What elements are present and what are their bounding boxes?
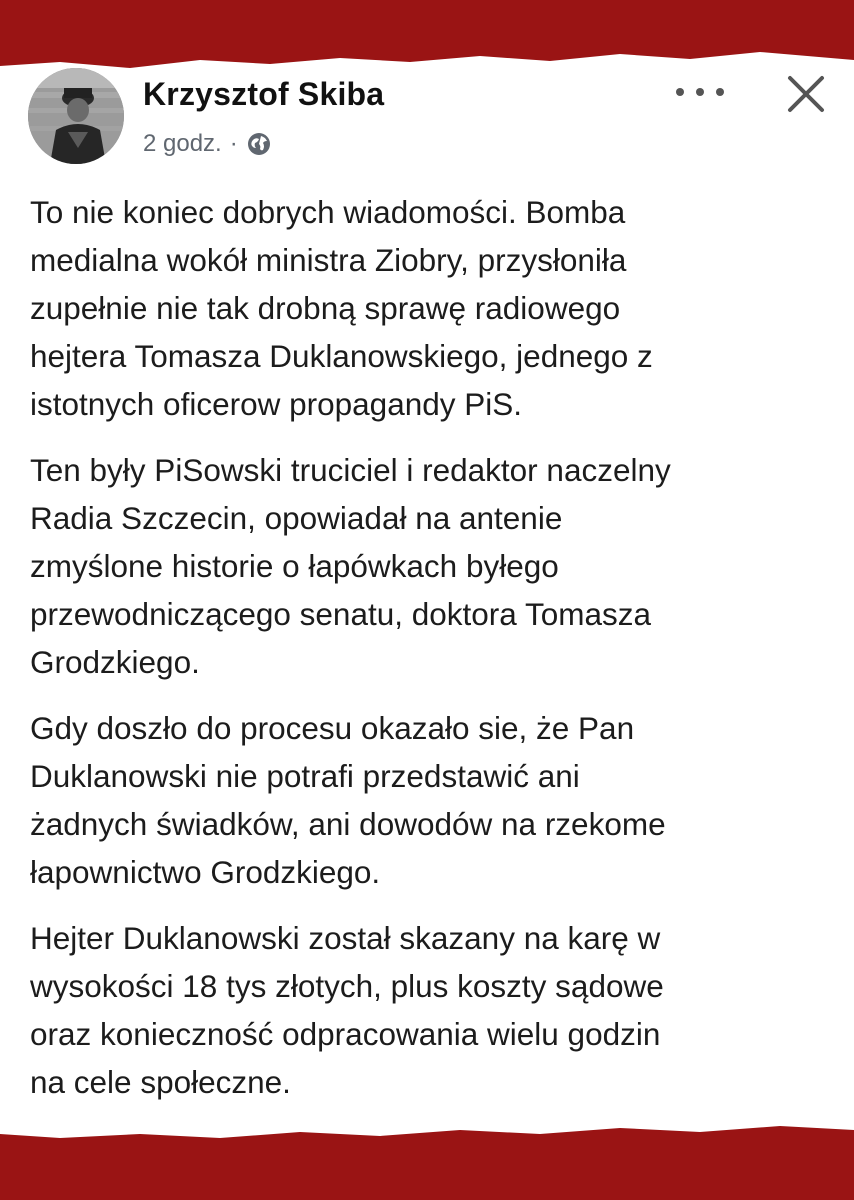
paragraph-4 — [30, 914, 830, 1106]
text-line: To nie koniec dobrych wiadomości. Bomba — [30, 194, 626, 230]
text-line: na cele społeczne. — [30, 1064, 291, 1100]
text-line: istotnych oficerow propagandy PiS. — [30, 386, 523, 422]
close-icon[interactable] — [784, 72, 828, 116]
text-line: medialna wokół ministra Ziobry, przysłoniła — [30, 242, 627, 278]
text-line: żadnych świadków, ani dowodów na rzekome — [30, 806, 666, 842]
text-line: przewodniczącego senatu, doktora Tomasza — [30, 596, 652, 632]
more-options-icon[interactable] — [676, 78, 724, 106]
post-body — [30, 188, 830, 1106]
text-line: Radia Szczecin, opowiadał na antenie — [30, 500, 563, 536]
meta-separator: · — [229, 130, 238, 157]
text-line: Gdy doszło do procesu okazało sie, że Pan — [30, 710, 635, 746]
text-line: hejtera Tomasza Duklanowskiego, jednego z — [30, 338, 653, 374]
text-line: Duklanowski nie potrafi przedstawić ani — [30, 758, 580, 794]
post-time[interactable]: 2 godz. — [143, 130, 222, 157]
avatar-image — [28, 68, 124, 164]
author-name[interactable]: Krzysztof Skiba — [143, 76, 385, 112]
globe-icon — [246, 131, 272, 157]
text-line: zupełnie nie tak drobną sprawę radiowego — [30, 290, 621, 326]
avatar[interactable] — [28, 68, 124, 164]
paragraph-3 — [30, 704, 830, 896]
paragraph-2 — [30, 446, 830, 686]
post-meta — [143, 128, 272, 160]
text-line: wysokości 18 tys złotych, plus koszty sądowe — [30, 968, 664, 1004]
text-line: Grodzkiego. — [30, 644, 200, 680]
text-line: zmyślone historie o łapówkach byłego — [30, 548, 559, 584]
text-line: oraz konieczność odpracowania wielu godzin — [30, 1016, 661, 1052]
paragraph-1 — [30, 188, 830, 428]
text-line: Hejter Duklanowski został skazany na karę w — [30, 920, 661, 956]
text-line: łapownictwo Grodzkiego. — [30, 854, 381, 890]
text-line: Ten były PiSowski truciciel i redaktor naczelny — [30, 452, 671, 488]
